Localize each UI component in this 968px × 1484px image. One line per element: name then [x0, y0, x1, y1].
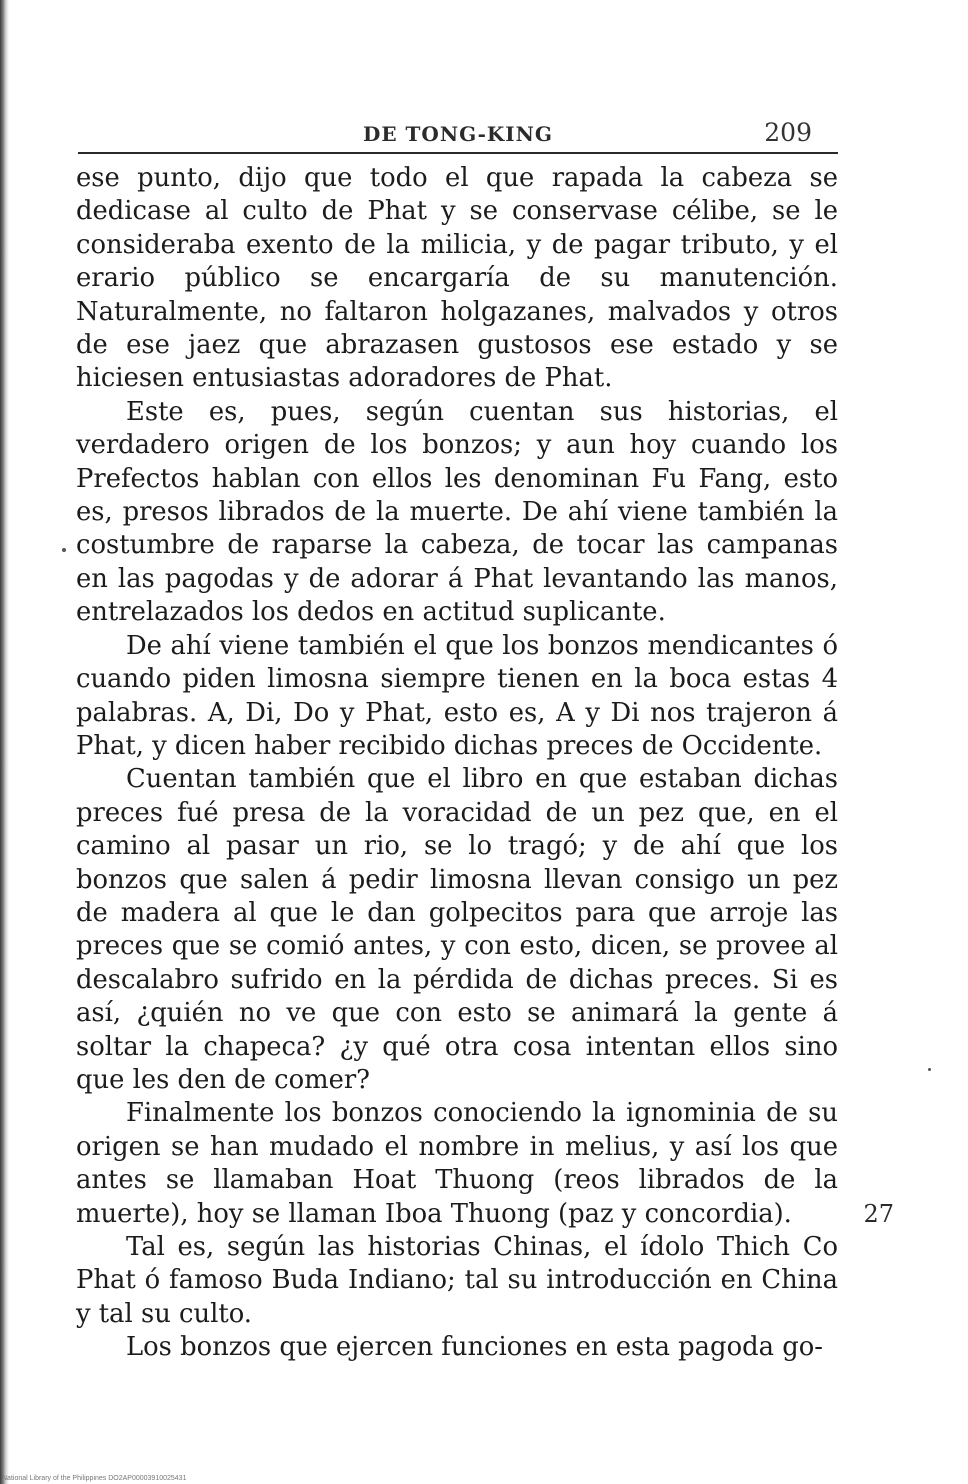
- stray-dot-mark: [928, 1068, 931, 1071]
- body-text: [76, 162, 838, 1365]
- header-title: DE TONG-KING: [363, 122, 553, 146]
- paragraph: Este es, pues, según cuentan sus historias, el verdadero origen de los bonzos; y aun hoy cuando los Prefectos hablan con ellos les denominan Fu Fang, esto es, presos librados de la muerte. De ahí viene también la costumbre de raparse la cabeza, de tocar las campanas en las pagodas y de adorar á Phat levantando las manos, entrelazados los dedos en actitud suplicante.: [76, 396, 838, 628]
- book-page: [76, 118, 838, 1363]
- paragraph: Finalmente los bonzos conociendo la ignominia de su origen se han mudado el nombre in melius, y así los que antes se llamaban Hoat Thuong (reos librados de la muerte), hoy se llaman Iboa Thuong (paz y concordia).: [76, 1098, 838, 1229]
- footer-credit: National Library of the Philippines DO2AP00003910025431: [2, 1475, 187, 1482]
- paragraph: Cuentan también que el libro en que estaban dichas preces fué presa de la voracidad de un pez que, en el camino al pasar un rio, se lo tragó; y de ahí que los bonzos que salen á pedir limosna llevan consigo un pez de madera al que le dan golpecitos para que arroje las preces que se comió antes, y con esto, dicen, se provee al descalabro sufrido en la pérdida de dichas preces. Si es así, ¿quién no ve que con esto se animará la gente á soltar la chapeca? ¿y qué otra cosa intentan ellos sino que les den de comer?: [76, 764, 838, 1095]
- running-header: [78, 118, 838, 154]
- page-number: 209: [764, 118, 812, 147]
- book-spine-shadow: [0, 0, 9, 1484]
- stray-dot-mark: [62, 548, 66, 552]
- signature-mark: 27: [863, 1200, 894, 1228]
- paragraph: Los bonzos que ejercen funciones en esta pagoda go-: [126, 1332, 823, 1363]
- paragraph: Tal es, según las historias Chinas, el ídolo Thich Co Phat ó famoso Buda Indiano; tal su introducción en China y tal su culto.: [76, 1232, 838, 1329]
- paragraph: De ahí viene también el que los bonzos mendicantes ó cuando piden limosna siempre tienen en la boca estas 4 palabras. A, Di, Do y Phat, esto es, A y Di nos trajeron á Phat, y dicen haber recibido dichas preces de Occidente.: [76, 630, 838, 761]
- paragraph: ese punto, dijo que todo el que rapada la cabeza se dedicase al culto de Phat y se conservase célibe, se le consideraba exento de la milicia, y de pagar tributo, y el erario público se encargaría de su manutención. Naturalmente, no faltaron holgazanes, malvados y otros de ese jaez que abrazasen gustosos ese estado y se hiciesen entusiastas adoradores de Phat.: [76, 163, 838, 394]
